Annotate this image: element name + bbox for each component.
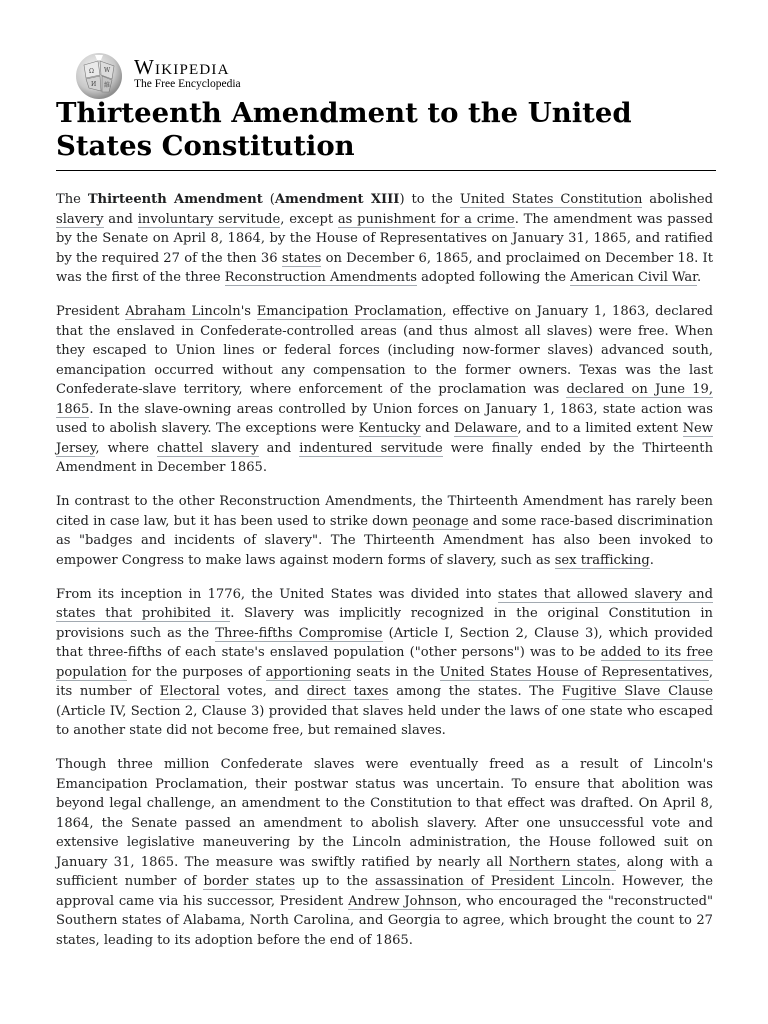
article-link[interactable]: Reconstruction Amendments [224, 270, 417, 285]
text-run: (Article I, Section 2, Clause 3), which provided that three-fifths of each state's enslaved population ("other persons") was to be [56, 625, 714, 660]
wikipedia-globe-logo-icon[interactable] [74, 51, 124, 101]
text-run: In contrast to the other Reconstruction Amendments, the Thirteenth Amendment has rarely been cited in case law, but it has been used to strike down [56, 494, 713, 529]
text-run: on December 6, 1865, and proclaimed on December 18. It was the first of the three [56, 250, 713, 285]
site-tagline: The Free Encyclopedia [134, 78, 241, 90]
text-run: , who encouraged the "reconstructed" Southern states of Alabama, North Carolina, and Georgia to agree, which brought the count to 27 states, leading to its adoption before the end of 1865. [56, 893, 714, 948]
article-link[interactable]: United States Constitution [459, 192, 643, 207]
text-run: and some race-based discrimination as "badges and incidents of slavery". The Thirteenth Amendment has also been invoked to empower Congress to make laws against modern forms of slavery, such as [56, 513, 714, 568]
bold-term: Thirteenth Amendment [87, 192, 263, 207]
text-run: among the states. The [388, 684, 562, 699]
text-run: ) to the [399, 192, 460, 207]
article-link[interactable]: chattel slavery [157, 440, 259, 456]
article-link[interactable]: peonage [412, 513, 469, 529]
article-link[interactable]: involuntary servitude [137, 211, 281, 227]
text-run: , its number of [56, 664, 714, 699]
text-run: up to the [295, 874, 376, 889]
paragraph-history [56, 585, 713, 741]
text-run: , except [280, 211, 338, 227]
text-run: were finally ended by the Thirteenth Amendment in December 1865. [56, 440, 713, 475]
text-run: . The amendment was passed by the Senate on April 8, 1864, by the House of Representatives on January 31, 1865, and ratified by the required 27 of the then 36 [56, 211, 713, 266]
text-run: votes, and [219, 684, 307, 699]
article-title: Thirteenth Amendment to the United States Constitution [56, 97, 716, 171]
text-run: President [56, 304, 126, 319]
text-run: Though three million Confederate slaves were eventually freed as a result of Lincoln's Emancipation Proclamation, their postwar status was uncertain. To ensure that abolition was beyond legal challenge, an amendment to the Constitution to that effect was drafted. On April 8, 1864, the Senate passed an amendment to abolish slavery. After one unsuccessful vote and extensive legislative maneuvering by the Lincoln administration, the House followed suit on January 31, 1865. The measure was swiftly ratified by nearly all [56, 757, 713, 870]
article-link[interactable]: declared on June 19, 1865 [56, 382, 713, 417]
text-run: ( [262, 192, 275, 207]
article-link[interactable]: direct taxes [306, 684, 389, 699]
text-run: The [56, 192, 88, 207]
text-run: . [649, 552, 654, 568]
text-run: . [697, 270, 702, 285]
article-link[interactable]: sex trafficking [554, 552, 650, 568]
text-run: seats in the [351, 664, 440, 680]
article-link[interactable]: New Jersey [56, 421, 713, 456]
article-link[interactable]: states that allowed slavery and states that prohibited it [56, 586, 713, 621]
text-run: and [258, 440, 300, 456]
article-link[interactable]: Electoral [159, 684, 220, 699]
article-link[interactable]: Kentucky [358, 421, 421, 436]
article-link[interactable]: American Civil War [570, 270, 697, 285]
article-link[interactable]: indentured servitude [299, 440, 443, 456]
text-run: , where [95, 440, 158, 456]
article-link[interactable]: assassination of President Lincoln [375, 874, 611, 889]
paragraph-intro [56, 190, 713, 288]
text-run: and [420, 421, 455, 436]
article-link[interactable]: Three-fifths Compromise [215, 625, 383, 641]
svg-text:И: И [91, 81, 97, 88]
article-link[interactable]: added to its free population [56, 645, 713, 680]
site-header[interactable] [74, 51, 374, 99]
article-body [56, 190, 713, 965]
wikipedia-wordmark[interactable] [134, 56, 241, 91]
article-link[interactable]: Northern states [508, 854, 617, 870]
article-link[interactable]: slavery [56, 211, 104, 227]
text-run: for the purposes of [126, 664, 266, 680]
text-run: (Article IV, Section 2, Clause 3) provided that slaves held under the laws of one state who escaped to another state did not become free, but remained slaves. [56, 703, 713, 738]
text-run: . In the slave-owning areas controlled by Union forces on January 1, 1863, state action was used to abolish slavery. The exceptions were [56, 401, 713, 436]
text-run: , and to a limited extent [517, 421, 683, 436]
paragraph-emancipation [56, 302, 713, 478]
svg-text:W: W [104, 67, 111, 74]
bold-term: Amendment XIII [274, 192, 400, 207]
article-link[interactable]: as punishment for a crime [337, 211, 515, 227]
article-link[interactable]: Fugitive Slave Clause [561, 684, 714, 699]
text-run: abolished [642, 192, 714, 207]
svg-text:Ω: Ω [89, 68, 94, 75]
text-run: adopted following the [416, 270, 571, 285]
text-run: and [103, 211, 138, 227]
text-run: , effective on January 1, 1863, declared that the enslaved in Confederate-controlled areas (and thus almost all slaves) were free. When they escaped to Union lines or federal forces (including now-former slaves) advanced south, emancipation occurred without any compensation to the former owners. Texas was the last Confederate-slave territory, where enforcement of the proclamation was [56, 304, 714, 397]
article-link[interactable]: border states [203, 874, 296, 889]
article-link[interactable]: states [281, 250, 322, 266]
paragraph-ratification [56, 755, 713, 950]
text-run: . Slavery was implicitly recognized in the original Constitution in provisions such as the [56, 606, 713, 641]
text-run: From its inception in 1776, the United States was divided into [56, 586, 498, 602]
site-name[interactable]: Wikipedia [134, 55, 230, 79]
article-link[interactable]: Emancipation Proclamation [256, 304, 443, 319]
article-link[interactable]: United States House of Representatives [439, 664, 709, 680]
article-link[interactable]: Abraham Lincoln [125, 304, 241, 319]
article-link[interactable]: Andrew Johnson [348, 893, 458, 909]
svg-text:維: 維 [104, 82, 111, 89]
article-link[interactable]: Delaware [454, 421, 518, 436]
text-run: 's [240, 304, 257, 319]
paragraph-case-law [56, 492, 713, 570]
text-run: , along with a sufficient number of [56, 854, 713, 889]
article-link[interactable]: apportioning [265, 664, 352, 680]
text-run: . However, the approval came via his successor, President [56, 874, 713, 909]
